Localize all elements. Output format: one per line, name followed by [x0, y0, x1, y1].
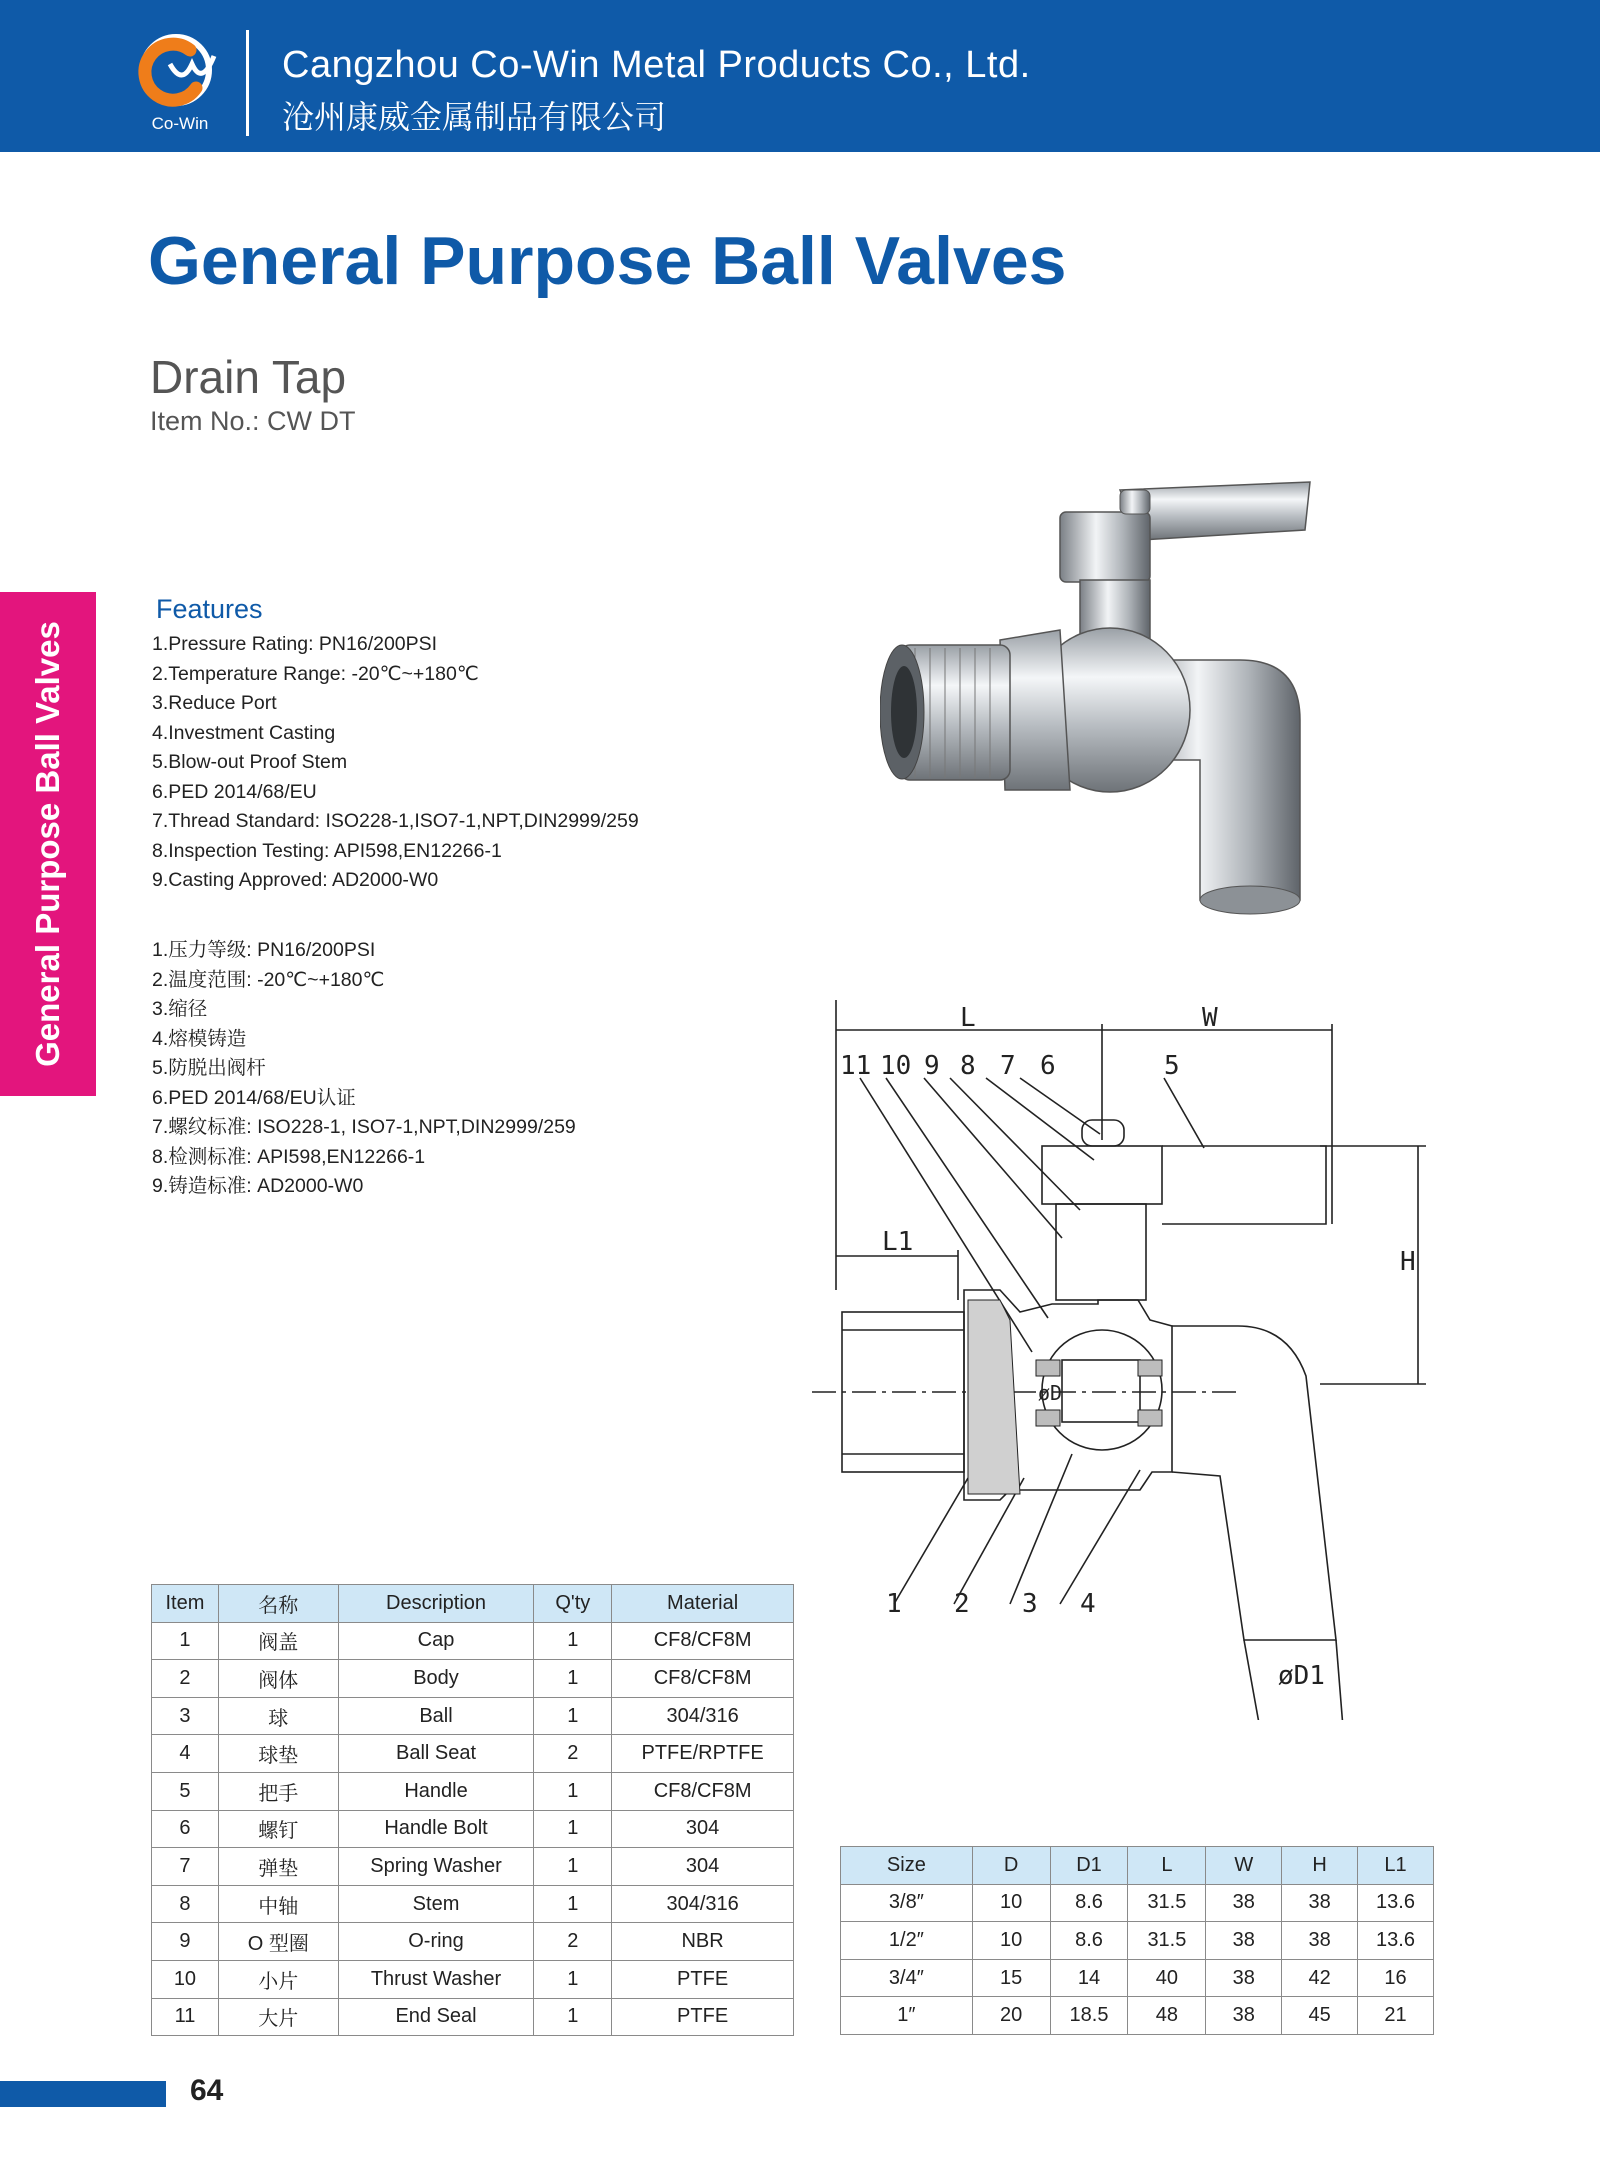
- feature-list-cn: [152, 936, 576, 1202]
- drain-tap-photo: [880, 470, 1320, 930]
- cell: 1/2″: [841, 1922, 973, 1960]
- parts-table-header: [152, 1585, 794, 1623]
- dims-table-header: [841, 1847, 1434, 1885]
- cell: 2: [534, 1923, 612, 1961]
- callout-6: 6: [1040, 1051, 1056, 1081]
- header-l1: L1: [1358, 1847, 1434, 1885]
- table-row: [841, 1997, 1434, 2035]
- dim-label-l: L: [960, 1003, 976, 1033]
- feature-item-cn: 5.防脱出阀杆: [152, 1057, 266, 1079]
- cell: 1″: [841, 1997, 973, 2035]
- cell: 阀体: [218, 1660, 338, 1698]
- cell: 11: [152, 1998, 219, 2036]
- side-tab-label: General Purpose Ball Valves: [29, 621, 66, 1067]
- cell: 304/316: [612, 1885, 794, 1923]
- cell: CF8/CF8M: [612, 1772, 794, 1810]
- cell: 中轴: [218, 1885, 338, 1923]
- cell: 阀盖: [218, 1622, 338, 1660]
- feature-item: 3.Reduce Port: [152, 692, 277, 714]
- cell: 1: [534, 1622, 612, 1660]
- cell: 1: [534, 1885, 612, 1923]
- table-row: [152, 1960, 794, 1998]
- cell: 13.6: [1358, 1884, 1434, 1922]
- feature-item: 4.Investment Casting: [152, 721, 336, 744]
- cell: 大片: [218, 1998, 338, 2036]
- cell: 31.5: [1128, 1884, 1206, 1922]
- cell: CF8/CF8M: [612, 1622, 794, 1660]
- feature-item: 9.Casting Approved: AD2000-W0: [152, 869, 439, 891]
- cell: 40: [1128, 1959, 1206, 1997]
- table-row: [152, 1697, 794, 1735]
- feature-item-cn: 4.熔模铸造: [152, 1027, 247, 1050]
- feature-item-cn: 3.缩径: [152, 998, 208, 1020]
- side-section-tab: [0, 592, 96, 1096]
- table-row: [152, 1660, 794, 1698]
- table-row: [152, 1923, 794, 1961]
- technical-drawing: [800, 1000, 1440, 1720]
- company-name-en: Cangzhou Co-Win Metal Products Co., Ltd.: [282, 44, 1031, 86]
- cell: Ball Seat: [338, 1735, 534, 1773]
- cell: 304/316: [612, 1697, 794, 1735]
- cell: 14: [1050, 1959, 1128, 1997]
- cell: Body: [338, 1660, 534, 1698]
- dim-label-h: H: [1400, 1247, 1416, 1277]
- feature-item: 7.Thread Standard: ISO228-1,ISO7-1,NPT,DIN2999/259: [152, 810, 639, 832]
- cell: Stem: [338, 1885, 534, 1923]
- feature-item: 6.PED 2014/68/EU: [152, 780, 317, 803]
- table-row: [841, 1959, 1434, 1997]
- cell: 48: [1128, 1997, 1206, 2035]
- table-row: [152, 1772, 794, 1810]
- callout-4: 4: [1080, 1589, 1096, 1619]
- callout-9: 9: [924, 1051, 940, 1081]
- table-row: [152, 1885, 794, 1923]
- cell: 13.6: [1358, 1922, 1434, 1960]
- product-name: Drain Tap: [150, 351, 347, 403]
- cell: NBR: [612, 1923, 794, 1961]
- header-d: D: [972, 1847, 1050, 1885]
- cell: 15: [972, 1959, 1050, 1997]
- cell: 6: [152, 1810, 219, 1848]
- cell: 38: [1282, 1922, 1358, 1960]
- page-header: [0, 0, 1600, 152]
- cell: 3/8″: [841, 1884, 973, 1922]
- header-w: W: [1206, 1847, 1282, 1885]
- cell: 9: [152, 1923, 219, 1961]
- header-item: Item: [152, 1585, 219, 1623]
- cell: PTFE: [612, 1960, 794, 1998]
- header-description: Description: [338, 1585, 534, 1623]
- callout-2: 2: [954, 1589, 970, 1619]
- dim-label-w: W: [1202, 1003, 1218, 1033]
- cell: 螺钉: [218, 1810, 338, 1848]
- cell: 1: [534, 1960, 612, 1998]
- item-number: Item No.: CW DT: [150, 406, 356, 436]
- header-l: L: [1128, 1847, 1206, 1885]
- cell: 38: [1206, 1959, 1282, 1997]
- cell: 18.5: [1050, 1997, 1128, 2035]
- footer-bar: [0, 2081, 166, 2107]
- cell: 球垫: [218, 1735, 338, 1773]
- cell: Cap: [338, 1622, 534, 1660]
- header-h: H: [1282, 1847, 1358, 1885]
- callout-1: 1: [886, 1589, 902, 1619]
- features-heading: Features: [156, 594, 263, 624]
- header-material: Material: [612, 1585, 794, 1623]
- cell: CF8/CF8M: [612, 1660, 794, 1698]
- table-row: [152, 1848, 794, 1886]
- cell: 3/4″: [841, 1959, 973, 1997]
- cell: 1: [152, 1622, 219, 1660]
- cell: Spring Washer: [338, 1848, 534, 1886]
- feature-item: 5.Blow-out Proof Stem: [152, 751, 348, 773]
- cell: 304: [612, 1848, 794, 1886]
- cell: PTFE: [612, 1998, 794, 2036]
- callout-5: 5: [1164, 1051, 1180, 1081]
- cell: O 型圈: [218, 1923, 338, 1961]
- cell: 球: [218, 1697, 338, 1735]
- cell: 4: [152, 1735, 219, 1773]
- cell: 把手: [218, 1772, 338, 1810]
- cell: 2: [152, 1660, 219, 1698]
- callout-11: 11: [840, 1051, 872, 1081]
- company-name-cn: 沧州康威金属制品有限公司: [282, 99, 667, 135]
- cell: 1: [534, 1772, 612, 1810]
- table-row: [841, 1922, 1434, 1960]
- cell: 20: [972, 1997, 1050, 2035]
- dim-label-d: øD: [1038, 1381, 1063, 1405]
- table-row: [841, 1884, 1434, 1922]
- callout-3: 3: [1022, 1589, 1038, 1619]
- cell: 10: [972, 1922, 1050, 1960]
- cell: 38: [1206, 1922, 1282, 1960]
- cell: 8: [152, 1885, 219, 1923]
- cell: 10: [152, 1960, 219, 1998]
- cell: 3: [152, 1697, 219, 1735]
- page-title: General Purpose Ball Valves: [148, 223, 1067, 299]
- logo-text: Co-Win: [151, 114, 209, 133]
- cell: 21: [1358, 1997, 1434, 2035]
- feature-item-cn: 1.压力等级: PN16/200PSI: [152, 939, 376, 961]
- cell: PTFE/RPTFE: [612, 1735, 794, 1773]
- header-divider: [246, 30, 249, 136]
- dim-label-d1: øD1: [1278, 1661, 1325, 1691]
- cell: 2: [534, 1735, 612, 1773]
- header-size: Size: [841, 1847, 973, 1885]
- feature-list-en: [152, 630, 639, 896]
- header-d1: D1: [1050, 1847, 1128, 1885]
- feature-item-cn: 9.铸造标准: AD2000-W0: [152, 1175, 364, 1197]
- cell: 38: [1206, 1997, 1282, 2035]
- parts-table: [151, 1584, 794, 2036]
- cell: Handle: [338, 1772, 534, 1810]
- cell: 1: [534, 1848, 612, 1886]
- cell: 1: [534, 1998, 612, 2036]
- cell: 1: [534, 1810, 612, 1848]
- cell: 小片: [218, 1960, 338, 1998]
- feature-item: 1.Pressure Rating: PN16/200PSI: [152, 633, 438, 655]
- feature-item-cn: 6.PED 2014/68/EU认证: [152, 1086, 356, 1109]
- callout-7: 7: [1000, 1051, 1016, 1081]
- cell: 5: [152, 1772, 219, 1810]
- feature-item-cn: 8.检测标准: API598,EN12266-1: [152, 1145, 426, 1168]
- cell: 38: [1282, 1884, 1358, 1922]
- callout-8: 8: [960, 1051, 976, 1081]
- cell: 16: [1358, 1959, 1434, 1997]
- feature-item: 2.Temperature Range: -20℃~+180℃: [152, 662, 479, 685]
- cell: Handle Bolt: [338, 1810, 534, 1848]
- page-number: 64: [190, 2074, 224, 2107]
- header-qty: Q'ty: [534, 1585, 612, 1623]
- cell: 弹垫: [218, 1848, 338, 1886]
- cell: 45: [1282, 1997, 1358, 2035]
- cell: 38: [1206, 1884, 1282, 1922]
- table-row: [152, 1810, 794, 1848]
- callout-10: 10: [880, 1051, 912, 1081]
- feature-item: 8.Inspection Testing: API598,EN12266-1: [152, 839, 502, 862]
- dimensions-table: [840, 1846, 1434, 2035]
- cell: 8.6: [1050, 1922, 1128, 1960]
- table-row: [152, 1998, 794, 2036]
- feature-item-cn: 7.螺纹标准: ISO228-1, ISO7-1,NPT,DIN2999/259: [152, 1116, 576, 1138]
- header-name-cn: 名称: [218, 1585, 338, 1623]
- cell: End Seal: [338, 1998, 534, 2036]
- cell: O-ring: [338, 1923, 534, 1961]
- cell: 1: [534, 1660, 612, 1698]
- cell: 1: [534, 1697, 612, 1735]
- cell: 8.6: [1050, 1884, 1128, 1922]
- cell: 7: [152, 1848, 219, 1886]
- cell: 42: [1282, 1959, 1358, 1997]
- cell: 31.5: [1128, 1922, 1206, 1960]
- table-row: [152, 1622, 794, 1660]
- table-row: [152, 1735, 794, 1773]
- dim-label-l1: L1: [882, 1227, 914, 1257]
- cell: Thrust Washer: [338, 1960, 534, 1998]
- cell: Ball: [338, 1697, 534, 1735]
- feature-item-cn: 2.温度范围: -20℃~+180℃: [152, 968, 385, 991]
- cell: 10: [972, 1884, 1050, 1922]
- cell: 304: [612, 1810, 794, 1848]
